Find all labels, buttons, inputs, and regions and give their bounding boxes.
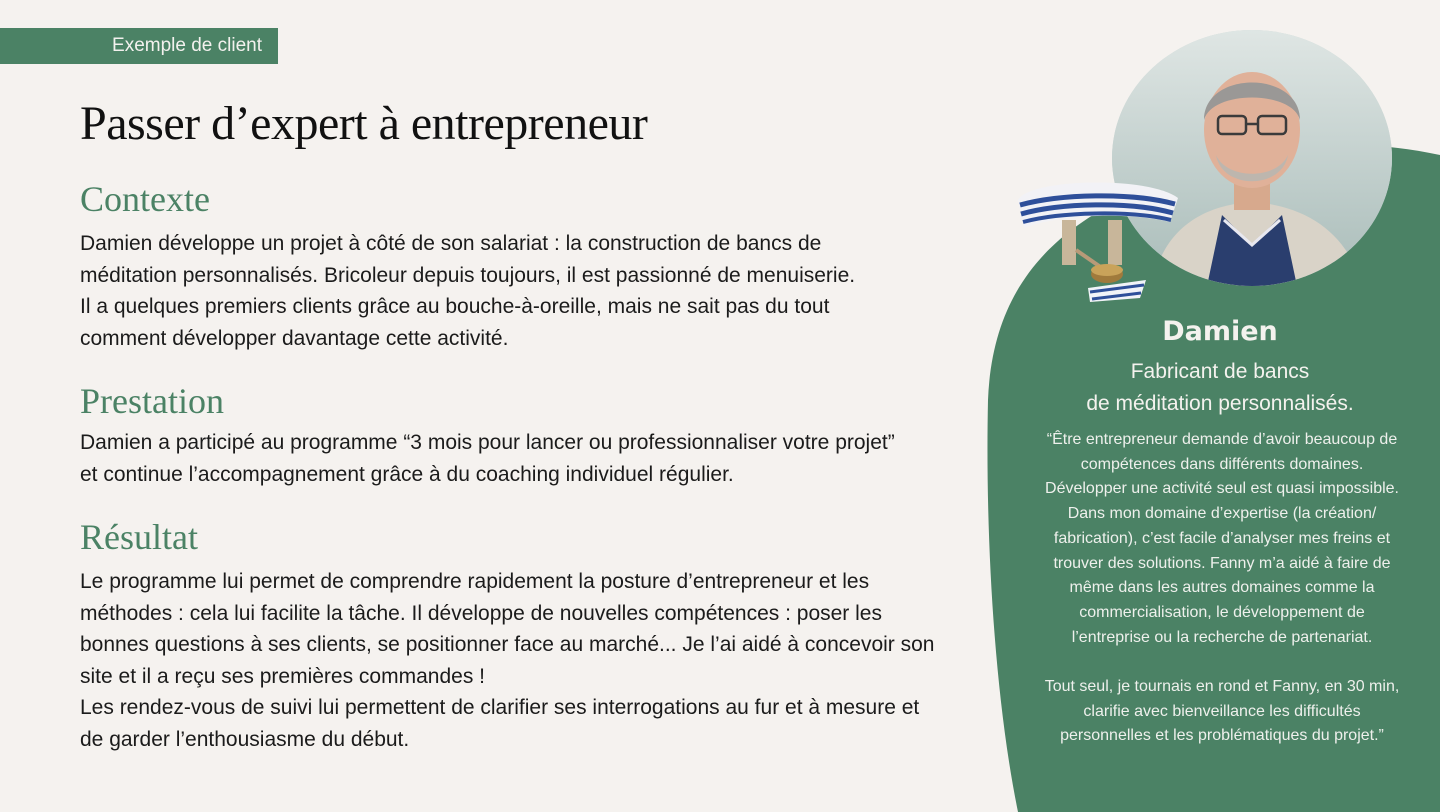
- section-heading-context: Contexte: [80, 179, 210, 219]
- section-heading-result: Résultat: [80, 517, 198, 557]
- tag-label: Exemple de client: [112, 35, 262, 56]
- client-example-tag: [0, 28, 278, 64]
- client-role: Fabricant de bancs de méditation personnalisés.: [1086, 360, 1354, 415]
- client-name: Damien: [1162, 316, 1278, 347]
- client-testimonial-quote: “Être entrepreneur demande d’avoir beaucoup de compétences dans différents domaines. Développer une activité seul est quasi impossible. Dans mon domaine d’expertise (la création/ fabrication), c’est facile d’analyser mes freins et trouver des solutions. Fanny m’a aidé à faire de même dans les autres domaines comme la commercialisation, le développement de l’entreprise ou la recherche de partenariat. Tout seul, je tournais en rond et Fanny, en 30 min, clarifie avec bienveillance les difficultés personnelles et les problématiques du projet.”: [1044, 431, 1400, 745]
- section-text-context: Damien développe un projet à côté de son salariat : la construction de bancs de méditation personnalisés. Bricoleur depuis toujours, il est passionné de menuiserie. Il a quelques premiers clients grâce au bouche-à-oreille, mais ne sait pas du tout comment développer davantage cette activité.: [80, 232, 856, 350]
- section-heading-service: Prestation: [80, 381, 224, 421]
- section-text-service: Damien a participé au programme “3 mois pour lancer ou professionnaliser votre projet” et continue l’accompagnement grâce à du coaching individuel régulier.: [80, 431, 895, 486]
- meditation-bench-illustration: [1010, 170, 1185, 310]
- section-text-result: Le programme lui permet de comprendre rapidement la posture d’entrepreneur et les méthodes : cela lui facilite la tâche. Il développe de nouvelles compétences : poser les bonnes questions à ses clients, se positionner face au marché... Je l’ai aidé à concevoir son site et il a reçu ses premières commandes ! Les rendez-vous de suivi lui permettent de clarifier ses interrogations au fur et à mesure et de garder l’enthousiasme du début.: [80, 570, 935, 751]
- page-title: Passer d’expert à entrepreneur: [80, 97, 648, 150]
